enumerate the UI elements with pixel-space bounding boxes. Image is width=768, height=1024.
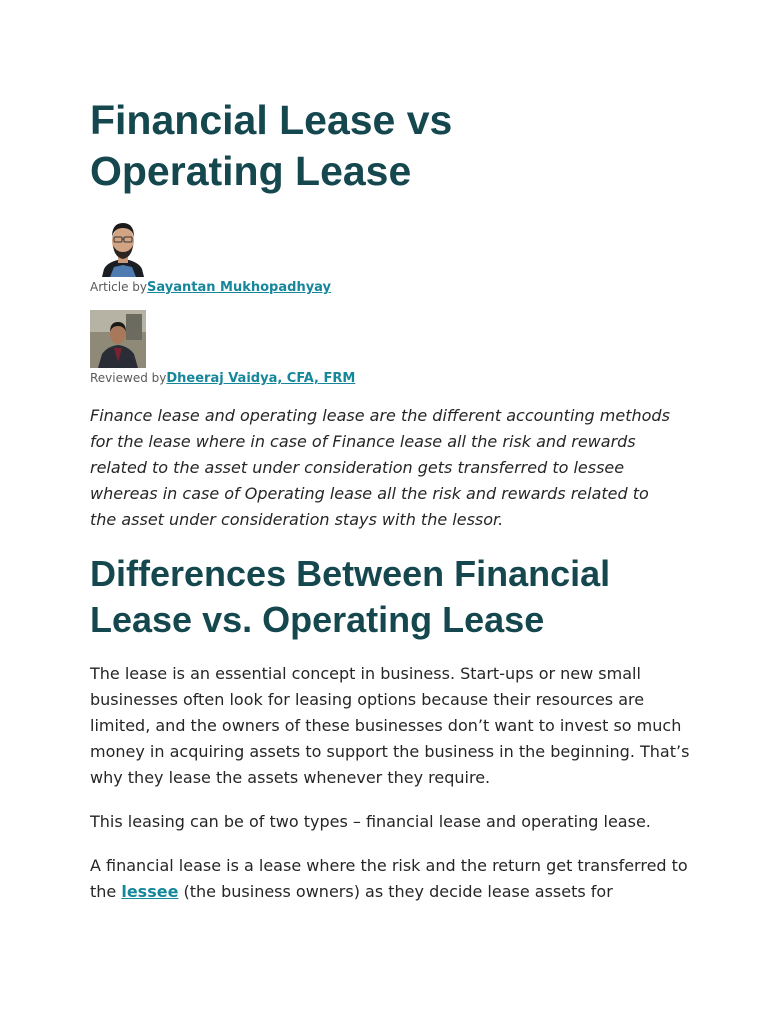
article-intro: Finance lease and operating lease are the different accounting methods for the lease where in case of Finance lease all the risk and rewards related to the asset under consideration gets transferred to lessee whereas in case of Operating lease all the risk and rewards related to the asset under consideration stays with the lessor. xyxy=(90,406,670,529)
section-heading: Differences Between Financial Lease vs. Operating Lease xyxy=(90,553,611,640)
reviewer-avatar[interactable] xyxy=(90,310,146,368)
author-link[interactable]: Sayantan Mukhopadhyay xyxy=(147,280,332,295)
paragraph-3-text-before: A financial lease is a lease where the risk and the return get transferred to the xyxy=(90,856,688,901)
lessee-link[interactable]: lessee xyxy=(121,882,179,901)
reviewer-prefix: Reviewed by xyxy=(90,371,167,385)
author-byline xyxy=(90,279,690,296)
paragraph-3-text-after: (the business owners) as they decide lease assets for xyxy=(178,882,613,901)
paragraph-1: The lease is an essential concept in business. Start-ups or new small businesses often look for leasing options because their resources are limited, and the owners of these businesses don’t want to invest so much money in acquiring assets to support the business in the beginning. That’s why they lease the assets whenever they require. xyxy=(90,664,690,787)
article xyxy=(90,95,690,905)
article-title: Financial Lease vs Operating Lease xyxy=(90,97,453,194)
reviewer-link[interactable]: Dheeraj Vaidya, CFA, FRM xyxy=(166,371,356,386)
paragraph-3 xyxy=(90,853,690,905)
paragraph-2: This leasing can be of two types – financial lease and operating lease. xyxy=(90,812,651,831)
reviewer-byline xyxy=(90,370,690,387)
author-prefix: Article by xyxy=(90,280,148,294)
author-avatar[interactable] xyxy=(100,217,146,277)
